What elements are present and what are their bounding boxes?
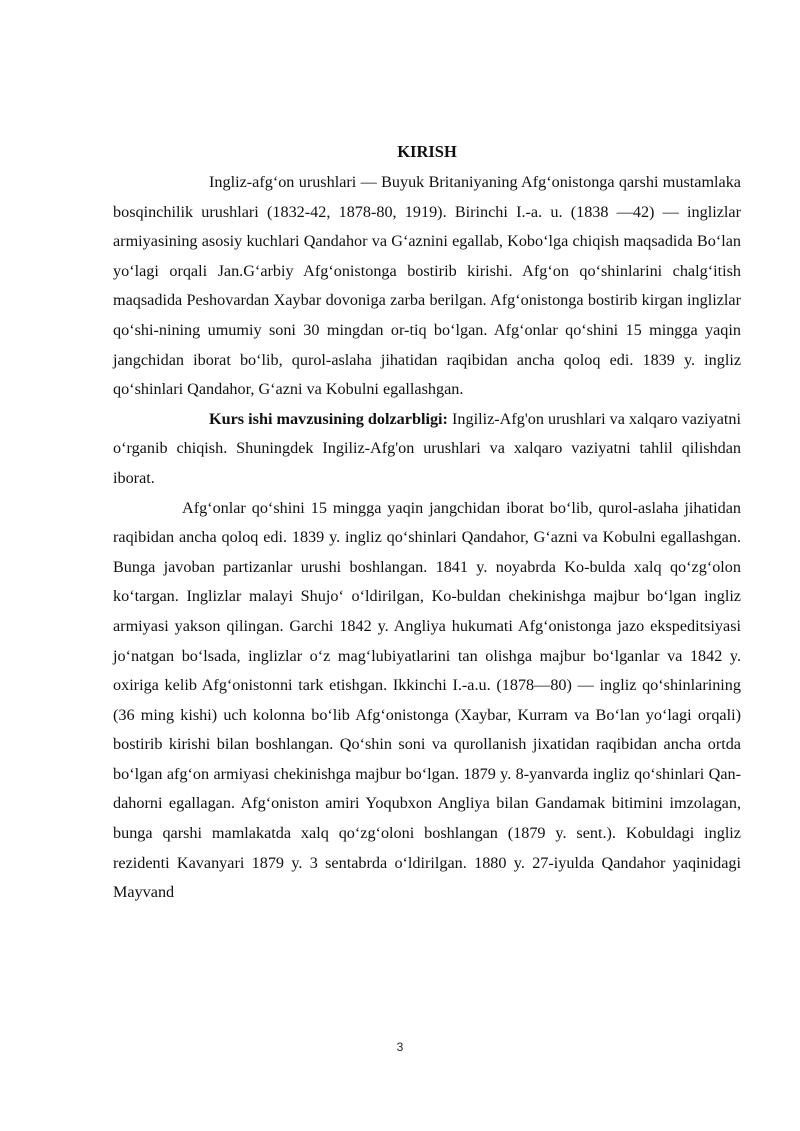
paragraph-relevance <box>113 405 741 494</box>
relevance-heading: Kurs ishi mavzusining dolzarbligi: <box>209 409 448 428</box>
paragraph-history: Afg‘onlar qo‘shini 15 mingga yaqin jangchidan iborat bo‘lib, qurol-aslaha jihatidan raqibidan ancha qoloq edi. 1839 y. ingliz qo‘shinlari Qandahor, G‘azni va Kobulni egallashgan. Bunga javoban partizanlar urushi boshlangan. 1841 y. noyabrda Ko-bulda xalq qo‘zg‘olon ko‘targan. Inglizlar malayi Shujo‘ o‘ldirilgan, Ko-buldan chekinishga majbur bo‘lgan ingliz armiyasi yakson qilingan. Garchi 1842 y. Angliya hukumati Afg‘onistonga jazo ekspeditsiyasi jo‘natgan bo‘lsada, inglizlar o‘z mag‘lubiyatlarini tan olishga majbur bo‘lganlar va 1842 y. oxiriga kelib Afg‘onistonni tark etishgan. Ikkinchi I.-a.u. (1878—80) — ingliz qo‘shinlarining (36 ming kishi) uch kolonna bo‘lib Afg‘onistonga (Xaybar, Kurram va Bo‘lan yo‘lagi orqali) bostirib kirishi bilan boshlangan. Qo‘shin soni va qurollanish jixatidan raqibidan ancha ortda bo‘lgan afg‘on armiyasi chekinishga majbur bo‘lgan. 1879 y. 8-yanvarda ingliz qo‘shinlari Qan-dahorni egallagan. Afg‘oniston amiri Yoqubxon Angliya bilan Gandamak bitimini imzolagan, bunga qarshi mamlakatda xalq qo‘zg‘oloni boshlangan (1879 y. sent.). Kobuldagi ingliz rezidenti Kavanyari 1879 y. 3 sentabrda o‘ldirilgan. 1880 y. 27-iyulda Qandahor yaqinidagi Mayvand <box>113 498 741 902</box>
document-page <box>113 140 741 908</box>
relevance-text: Ingiliz-Afg'on urushlari va xalqaro vaziyatni o‘rganib chiqish. Shuningdek Ingiliz-Afg'on urushlari va xalqaro vaziyatni tahlil qilishdan iborat. <box>113 409 741 487</box>
section-title: KIRISH <box>397 142 457 161</box>
page-number: 3 <box>396 1040 404 1054</box>
paragraph-intro: Ingliz-afg‘on urushlari — Buyuk Britaniyaning Afg‘onistonga qarshi mustamlaka bosqinchilik urushlari (1832-42, 1878-80, 1919). Birinchi I.-a. u. (1838 —42) — inglizlar armiyasining asosiy kuchlari Qandahor va G‘aznini egallab, Kobo‘lga chiqish maqsadida Bo‘lan yo‘lagi orqali Jan.G‘arbiy Afg‘onistonga bostirib kirishi. Afg‘on qo‘shinlarini chalg‘itish maqsadida Peshovardan Xaybar dovoniga zarba berilgan. Afg‘onistonga bostirib kirgan inglizlar qo‘shi-nining umumiy soni 30 mingdan or-tiq bo‘lgan. Afg‘onlar qo‘shini 15 mingga yaqin jangchidan iborat bo‘lib, qurol-aslaha jihatidan raqibidan ancha qoloq edi. 1839 y. ingliz qo‘shinlari Qandahor, G‘azni va Kobulni egallashgan. <box>113 173 741 399</box>
